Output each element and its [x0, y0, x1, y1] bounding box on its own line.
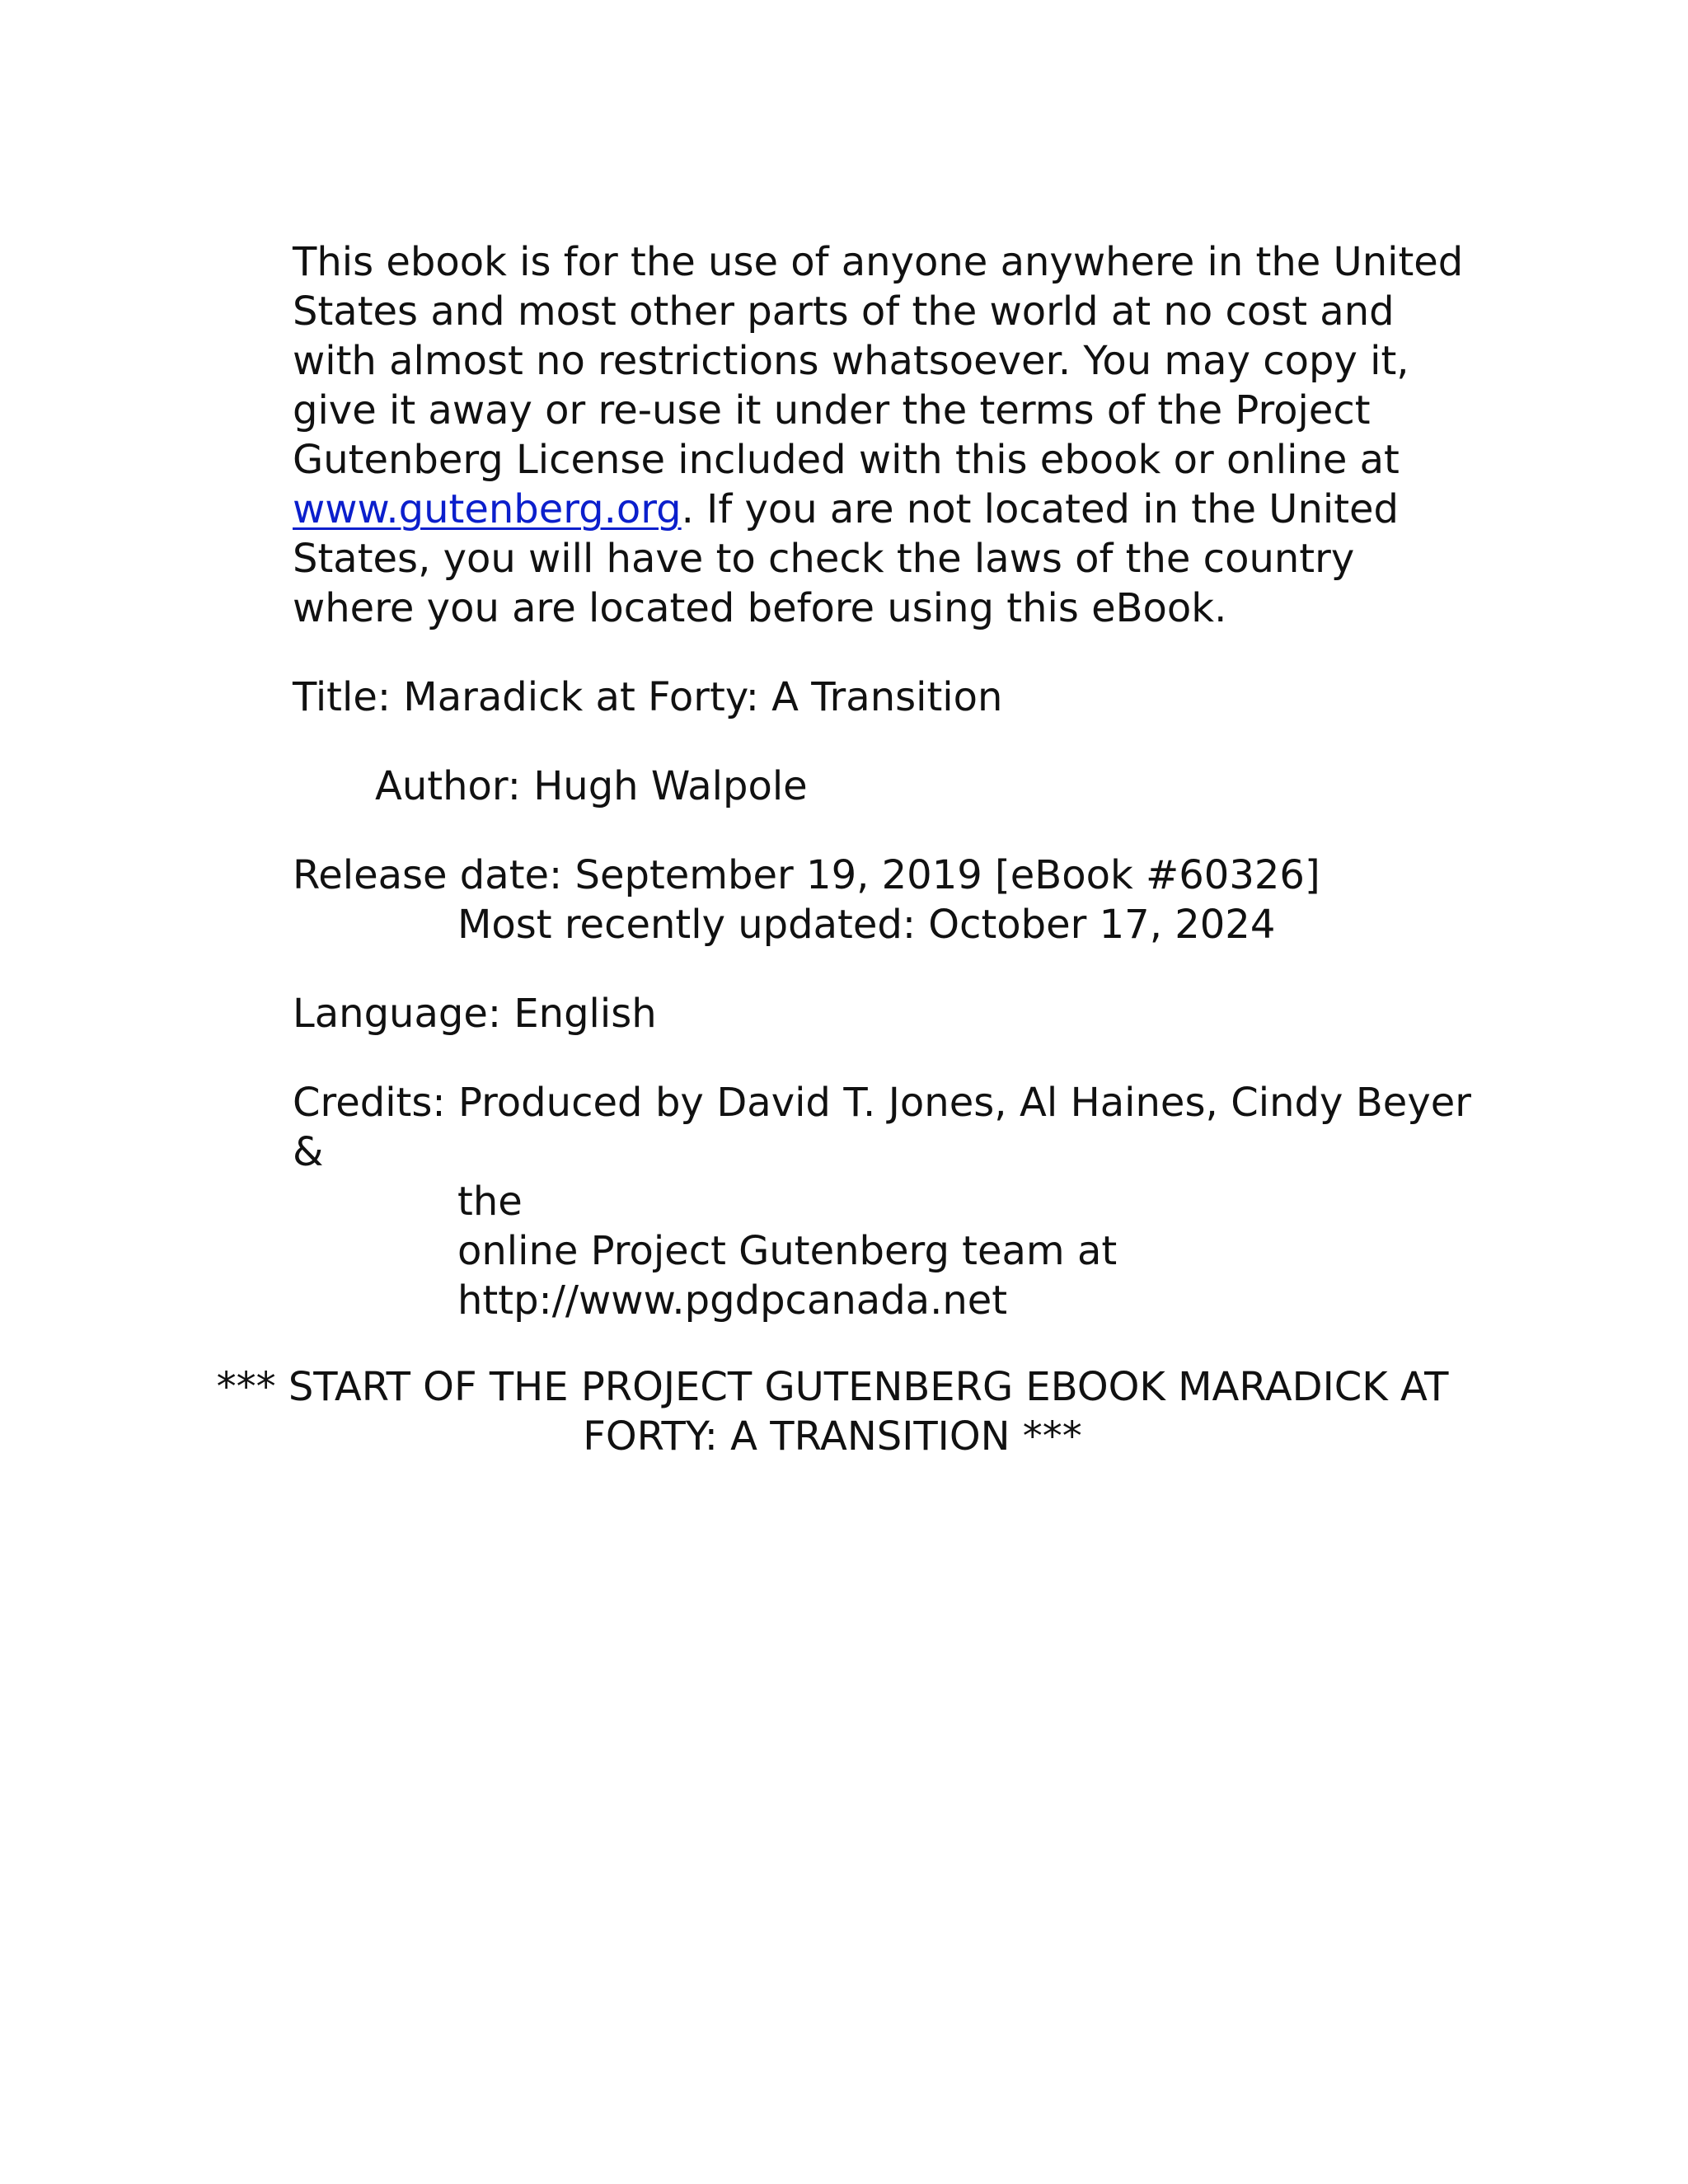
credits-line-4: http://www.pgdpcanada.net	[457, 1277, 1008, 1324]
credits-line-3: online Project Gutenberg team at	[457, 1228, 1118, 1274]
credits-block	[293, 1078, 1471, 1325]
updated-date-line: Most recently updated: October 17, 2024	[457, 902, 1276, 948]
document-content	[293, 237, 1471, 1325]
release-block	[293, 851, 1471, 949]
gutenberg-link[interactable]: www.gutenberg.org	[293, 486, 682, 532]
license-text-start: This ebook is for the use of anyone anywhere in the United States and most other parts of the world at no cost and with almost no restrictions whatsoever. You may copy it, give it away or re-use it under the terms of the Project Gutenberg License included with this ebook or online at	[293, 239, 1464, 483]
author-line: Author: Hugh Walpole	[375, 763, 808, 809]
start-banner: *** START OF THE PROJECT GUTENBERG EBOOK MARADICK AT FORTY: A TRANSITION ***	[216, 1364, 1449, 1460]
release-date-line: Release date: September 19, 2019 [eBook #60326]	[293, 852, 1320, 898]
title-line: Title: Maradick at Forty: A Transition	[293, 674, 1003, 720]
credits-first-line: Credits: Produced by David T. Jones, Al Haines, Cindy Beyer &	[293, 1080, 1471, 1175]
language-line: Language: English	[293, 991, 657, 1037]
credits-line-2: the	[457, 1179, 523, 1225]
license-paragraph	[293, 237, 1471, 633]
license-text-end: . If you are not located in the United States, you will have to check the laws of the country where you are located before using this eBook.	[293, 486, 1400, 631]
